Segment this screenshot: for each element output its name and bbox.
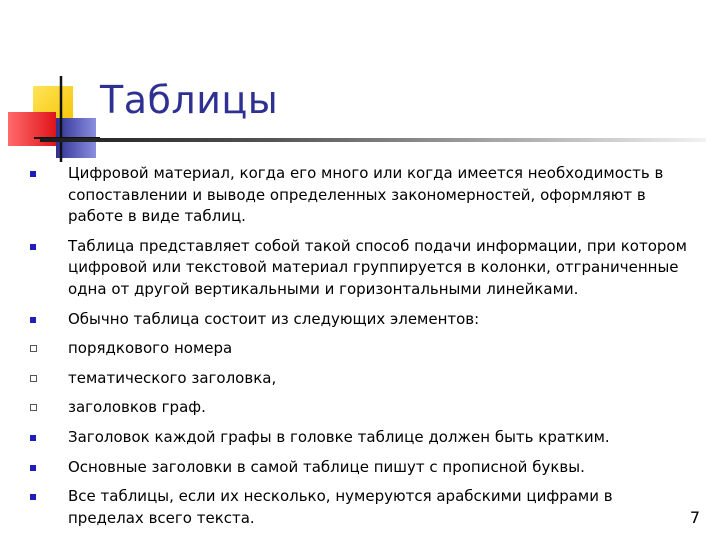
list-item-text: заголовков граф. [68,398,206,417]
page-number: 7 [689,508,700,527]
list-item [30,397,690,419]
list-item-text: Таблица представляет собой такой способ подачи информации, при котором цифровой или текстовой материал группируется в колонки, отграниченные одна от другой вертикальными и горизонтальными линейками. [68,236,687,298]
list-item [30,457,690,479]
decorative-squares [0,0,110,170]
square-bullet-icon [30,435,36,441]
bullet-list [30,163,690,537]
list-item [30,236,690,301]
square-bullet-icon [30,317,36,323]
list-item-text: тематического заголовка, [68,368,277,387]
list-item-text: Основные заголовки в самой таблице пишут с прописной буквы. [68,457,585,476]
title-underline [40,138,706,142]
slide-title: Таблицы [100,78,279,122]
list-item-text: Заголовок каждой графы в головке таблице должен быть кратким. [68,427,610,446]
list-item [30,427,690,449]
square-bullet-icon [30,171,36,177]
list-item [30,309,690,331]
list-item-text: Все таблицы, если их несколько, нумеруются арабскими цифрами в пределах всего текста. [68,487,613,527]
hollow-square-bullet-icon [30,375,37,382]
square-bullet-icon [30,465,36,471]
list-item [30,163,690,228]
square-bullet-icon [30,494,36,500]
hollow-square-bullet-icon [30,404,37,411]
list-item [30,486,690,529]
hollow-square-bullet-icon [30,345,37,352]
list-item-text: Цифровой материал, когда его много или когда имеется необходимость в сопоставлении и выводе определенных закономерностей, оформляют в работе в виде таблиц. [68,164,664,226]
square-bullet-icon [30,244,36,250]
list-item [30,338,690,360]
list-item-text: порядкового номера [68,339,233,358]
list-item [30,368,690,390]
list-item-text: Обычно таблица состоит из следующих элементов: [68,309,480,328]
